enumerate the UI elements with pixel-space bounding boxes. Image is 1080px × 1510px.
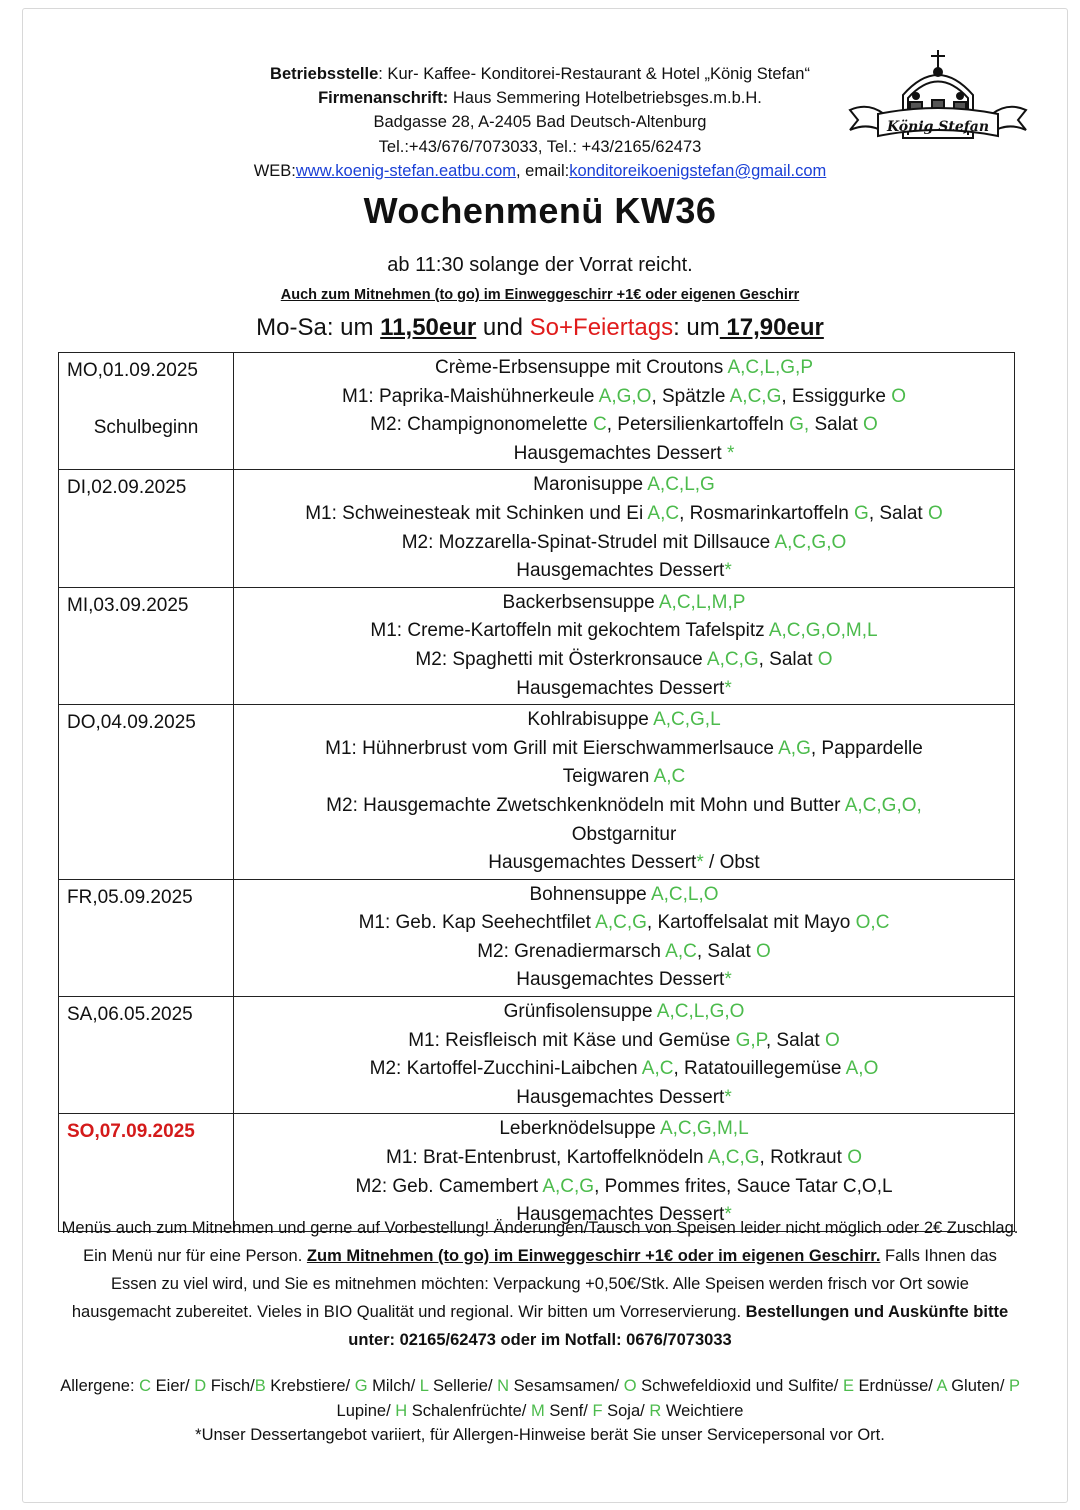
allergen-code: D [194,1377,207,1395]
allergen-code: L [419,1377,429,1395]
allergen-codes: * [724,969,732,991]
email-label: , email: [516,161,570,180]
allergen-codes: A,C [641,1058,674,1080]
business-label: Betriebsstelle [270,65,379,83]
email-link[interactable]: konditoreikoenigstefan@gmail.com [569,161,827,180]
dish-text: M2: Champignonomelette [370,414,594,436]
dish-text: , Salat [765,1029,825,1051]
menu-line [240,471,1008,500]
dish-text: M2: Geb. Camembert [355,1175,543,1197]
dish-text: Kohlrabisuppe [527,709,654,731]
allergen-code: H [395,1401,408,1420]
allergen-name: Soja/ [602,1401,650,1420]
allergen-codes: O [891,385,906,407]
dish-text: M2: Hausgemachte Zwetschkenknödeln mit Mohn und Butter [326,794,845,816]
dish-text: Teigwaren [562,766,654,788]
menu-day-row [59,470,1015,587]
menu-line [240,763,1008,792]
menu-line [240,1144,1008,1173]
dish-text: Hausgemachtes Dessert [516,969,725,991]
dish-text: Hausgemachtes Dessert [488,852,697,874]
allergen-codes: A,C,L,G [647,474,715,496]
restaurant-header [180,62,900,183]
allergen-codes: A,C [647,502,680,524]
menu-day-row [59,879,1015,996]
allergen-codes: O [825,1029,840,1051]
menu-line [240,909,1008,938]
company-label: Firmenanschrift: [318,89,449,108]
allergen-code: R [649,1401,662,1420]
allergen-code: E [842,1377,854,1395]
allergen-code: F [592,1401,603,1420]
allergen-codes: C [593,414,607,436]
day-note: Schulbeginn [93,416,199,438]
dish-text: Grünfisolensuppe [503,1001,657,1023]
menu-line [240,617,1008,646]
allergen-codes: A,C,G [542,1175,595,1197]
dish-text: Leberknödelsuppe [499,1118,660,1140]
web-label: WEB: [253,161,296,180]
allergen-codes: A,C [665,940,697,962]
allergen-name: Lupine/ [336,1401,396,1420]
menu-line [240,529,1008,558]
allergen-codes: A,C,L,G,O [656,1001,745,1023]
menu-line [240,1027,1008,1056]
menu-line [240,500,1008,529]
dish-text: , Salat [758,648,818,670]
menu-line [240,706,1008,735]
allergen-name: Weichtiere [661,1401,744,1420]
menu-line [240,646,1008,675]
allergen-codes: A,C,L,O [650,883,719,905]
menu-line [240,938,1008,967]
day-menu-cell [234,587,1015,704]
allergen-codes: G [854,502,869,524]
crown-logo-icon [848,40,1028,160]
dish-text: , Ratatouillegemüse [673,1058,846,1080]
dish-text: , Salat [696,940,757,962]
day-date-cell [59,353,234,470]
dish-text: Crème-Erbsensuppe mit Croutons [434,357,728,378]
day-date-cell [59,587,234,704]
allergen-codes: O [817,648,833,670]
menu-title: Wochenmenü KW36 [363,190,717,231]
website-link[interactable]: www.koenig-stefan.eatbu.com [295,161,517,180]
allergen-code: N [497,1377,510,1395]
dish-text: , Spätzle [651,385,730,407]
weekly-menu-table [58,352,1015,1232]
day-menu-cell [234,997,1015,1114]
day-date: DI,02.09.2025 [67,477,187,499]
allergen-codes: A,C,G,O, [844,794,922,816]
menu-line [240,849,1008,878]
dish-text: , Petersilienkartoffeln [606,414,790,436]
dish-text: , Rosmarinkartoffeln [679,502,855,524]
dish-text: Hausgemachtes Dessert [516,1086,725,1108]
menu-line [240,557,1008,586]
allergen-code: O [623,1377,637,1395]
allergen-codes: A,C,G [729,385,782,407]
menu-line [240,792,1008,821]
allergen-codes: O [847,1147,862,1169]
business-name: : Kur- Kaffee- Konditorei-Restaurant & Hotel „König Stefan“ [378,65,810,83]
dish-text: / Obst [703,852,760,874]
allergen-name: Gluten/ [946,1377,1009,1395]
menu-line [240,411,1008,440]
dish-text: M2: Mozzarella-Spinat-Strudel mit Dillsauce [401,531,775,553]
allergen-codes: A,C,G [595,912,647,934]
allergen-codes: G,P [735,1029,766,1051]
dish-text: Maronisuppe [533,474,648,496]
allergen-code: C [139,1377,152,1395]
day-date-cell [59,705,234,880]
day-menu-cell [234,470,1015,587]
allergen-name: Senf/ [544,1401,593,1420]
allergen-codes: G, [789,414,810,436]
allergen-codes: A,C,G,O,M,L [768,620,878,642]
logo-wordmark: König Stefan [886,119,990,135]
menu-line [240,966,1008,995]
allergen-codes: A,O [845,1058,879,1080]
allergen-label: Allergene: [60,1377,140,1395]
allergen-codes: O,C [855,912,890,934]
allergen-codes: * [696,852,704,874]
dish-text: M1: Paprika-Maishühnerkeule [342,385,599,407]
dish-text: Hausgemachtes Dessert [516,677,725,699]
day-date: MO,01.09.2025 [67,360,198,381]
allergen-codes: A,C,L,M,P [658,591,746,613]
allergen-name: Eier/ [151,1377,195,1395]
dish-text: M2: Grenadiermarsch [477,940,666,962]
allergen-code: B [254,1377,266,1395]
dish-text: Hausgemachtes Dessert [513,442,727,464]
menu-line [240,998,1008,1027]
dish-text: Bohnensuppe [529,883,651,905]
allergen-codes: * [724,560,732,582]
dish-text: Hausgemachtes Dessert [516,1204,725,1226]
day-date: FR,05.09.2025 [67,886,193,908]
dish-text: , Kartoffelsalat mit Mayo [646,912,856,934]
dish-text: M1: Schweinesteak mit Schinken und Ei [305,502,648,524]
dish-text: Salat [809,414,864,436]
menu-subtitle: ab 11:30 solange der Vorrat reicht. [387,254,693,276]
allergen-list [60,1374,1020,1423]
menu-day-row [59,997,1015,1114]
allergen-code: A [936,1377,947,1395]
allergen-codes: O [756,940,771,962]
to-go-note: Auch zum Mitnehmen (to go) im Einweggeschirr +1€ oder eigenen Geschirr [280,287,800,303]
menu-line [240,675,1008,704]
allergen-name: Sellerie/ [428,1377,498,1395]
menu-line [240,735,1008,764]
dish-text: , Pommes frites, Sauce Tatar C,O,L [594,1175,893,1197]
allergen-codes: O [927,502,943,524]
dish-text: , Rotkraut [759,1147,848,1169]
menu-line [240,1055,1008,1084]
dish-text: M2: Spaghetti mit Österkronsauce [415,648,707,670]
menu-line [240,821,1008,850]
menu-day-row [59,705,1015,880]
footer-to-go-note: Zum Mitnehmen (to go) im Einweggeschirr +1€ oder im eigenen Geschirr. [306,1247,881,1265]
menu-line [240,1173,1008,1202]
dish-text: Hausgemachtes Dessert [516,560,725,582]
menu-line [240,440,1008,469]
day-menu-cell [234,879,1015,996]
holiday-price: 17,90eur [719,314,824,341]
dish-text: M1: Geb. Kap Seehechtfilet [358,912,596,934]
allergen-code: G [354,1377,368,1395]
allergen-codes: O [863,414,878,436]
dish-text: , Essiggurke [781,385,892,407]
footer-text-2: Falls Ihnen das Essen zu viel wird, und Sie es mitnehmen möchten: Verpackung +0,50€/Stk. Alle Speisen werden frisch vor Ort sowie hausgemacht zubereitet. Vieles in BIO Qualität und regional. Wir bitten um Vorreservierung. [71,1247,997,1321]
day-date-cell [59,879,234,996]
dish-text: M1: Hühnerbrust vom Grill mit Eierschwammerlsauce [325,737,779,759]
allergen-codes: * [724,1204,732,1226]
menu-line [240,589,1008,618]
allergen-codes: A,C,G,M,L [659,1118,749,1140]
allergen-name: Erdnüsse/ [853,1377,937,1395]
footer-notes [60,1214,1020,1354]
dish-text: M2: Kartoffel-Zucchini-Laibchen [369,1058,642,1080]
allergen-name: Schalenfrüchte/ [407,1401,531,1420]
phone-numbers: Tel.:+43/676/7073033, Tel.: +43/2165/62473 [378,137,702,156]
weekday-label: Mo-Sa: um [256,314,381,341]
dessert-note: *Unser Dessertangebot variiert, für Allergen-Hinweise berät Sie unser Servicepersonal vor Ort. [195,1426,885,1444]
menu-line [240,1115,1008,1144]
allergen-legend [60,1374,1020,1448]
allergen-codes: * [724,1086,732,1108]
allergen-codes: A,C,L,G,P [727,357,814,378]
allergen-codes: A,C,G,L [653,709,721,731]
footer-contact: Bestellungen und Auskünfte bitte unter: 02165/62473 oder im Notfall: 0676/7073033 [348,1303,1009,1349]
menu-line [240,881,1008,910]
dish-text: Backerbsensuppe [502,591,659,613]
dish-text: M1: Creme-Kartoffeln mit gekochtem Tafelspitz [370,620,769,642]
weekday-price: 11,50eur [380,314,477,341]
dish-text: Obstgarnitur [571,823,677,845]
allergen-codes: A,C,G [707,1147,760,1169]
dish-text: M1: Reisfleisch mit Käse und Gemüse [408,1029,736,1051]
menu-line [240,383,1008,412]
day-date: DO,04.09.2025 [67,712,196,734]
allergen-codes: A,G [778,737,811,759]
company-name: Haus Semmering Hotelbetriebsges.m.b.H. [448,89,762,108]
day-date: SA,06.05.2025 [67,1004,193,1026]
holiday-label: So+Feiertags [529,314,674,341]
address: Badgasse 28, A-2405 Bad Deutsch-Altenburg [373,113,707,132]
allergen-name: Milch/ [367,1377,420,1395]
allergen-codes: A,C,G,O [774,531,847,553]
allergen-code: M [530,1401,545,1420]
menu-day-row [59,587,1015,704]
allergen-code: P [1009,1377,1020,1395]
allergen-name: Krebstiere/ [265,1377,355,1395]
day-date: SO,07.09.2025 [67,1121,195,1143]
allergen-name: Sesamsamen/ [509,1377,624,1395]
price-line [0,314,1080,342]
day-date-cell [59,997,234,1114]
day-date-cell [59,470,234,587]
allergen-codes: * [724,677,732,699]
allergen-codes: A,C,G [706,648,759,670]
allergen-name: Schwefeldioxid und Sulfite/ [636,1377,843,1395]
dish-text: M1: Brat-Entenbrust, Kartoffelknödeln [386,1147,708,1169]
menu-day-row [59,353,1015,470]
menu-line [240,1084,1008,1113]
holiday-separator: : um [673,314,720,341]
allergen-codes: A,C [653,766,686,788]
allergen-codes: A,G,O [598,385,652,407]
day-date: MI,03.09.2025 [67,594,189,616]
day-menu-cell [234,705,1015,880]
dish-text: , Pappardelle [810,737,923,759]
allergen-name: Fisch/ [206,1377,255,1395]
day-menu-cell [234,353,1015,470]
menu-line [240,354,1008,383]
footer-text-1: Menüs auch zum Mitnehmen und gerne auf Vorbestellung! Änderungen/Tausch von Speisen leider nicht möglich oder 2€ Zuschlag. Ein Menü nur für eine Person. [61,1219,1019,1265]
dish-text: , Salat [868,502,928,524]
allergen-codes: * [726,442,735,464]
price-conjunction: und [476,314,530,341]
